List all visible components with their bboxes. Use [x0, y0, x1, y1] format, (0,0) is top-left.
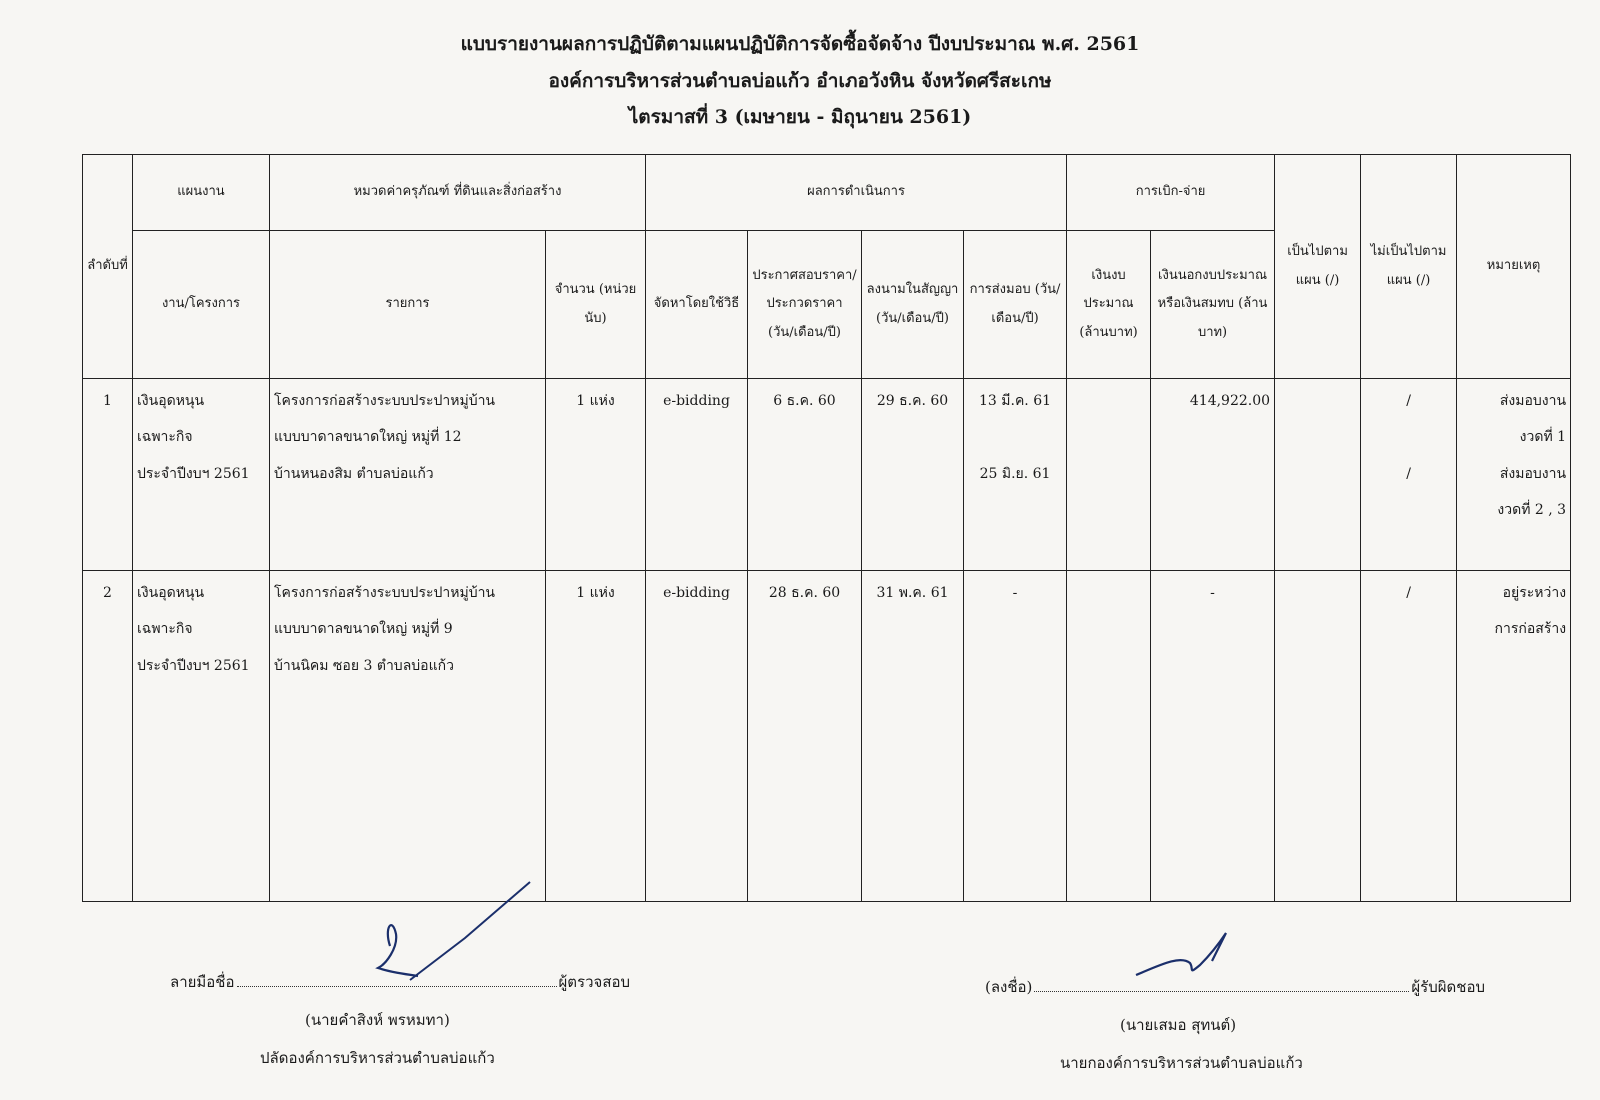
method-cell: e-bidding [646, 571, 748, 902]
announce-date-cell: 28 ธ.ค. 60 [748, 571, 862, 902]
remark-line: ส่งมอบงาน [1499, 465, 1567, 482]
header-on-plan: เป็นไปตามแผน (/) [1275, 155, 1361, 379]
delivery-date-cell: - [964, 571, 1067, 902]
row-number: 1 [83, 379, 133, 571]
quantity-cell: 1 แห่ง [546, 379, 646, 571]
signature-prefix: (ลงชื่อ) [985, 978, 1033, 996]
non-budget-cell: 414,922.00 [1151, 379, 1275, 571]
item-cell [270, 379, 546, 571]
plan-line: เฉพาะกิจ [137, 429, 193, 446]
header-category: หมวดค่าครุภัณฑ์ ที่ดินและสิ่งก่อสร้าง [270, 155, 646, 231]
item-line: บ้านหนองสิม ตำบลบ่อแก้ว [274, 465, 434, 482]
off-plan-mark: / [1406, 465, 1411, 482]
header-contract-date: ลงนามในสัญญา (วัน/เดือน/ปี) [862, 231, 964, 379]
delivery-date: 13 มี.ค. 61 [979, 393, 1052, 409]
remark-cell [1457, 571, 1571, 902]
signature-prefix: ลายมือชื่อ [170, 973, 235, 991]
signature-role: ผู้ตรวจสอบ [558, 973, 630, 991]
signer-position: ปลัดองค์การบริหารส่วนตำบลบ่อแก้ว [260, 1049, 495, 1067]
remark-line: อยู่ระหว่าง [1502, 585, 1567, 601]
table-row [83, 571, 1571, 902]
header-disbursement: การเบิก-จ่าย [1067, 155, 1275, 231]
delivery-date-cell [964, 379, 1067, 571]
report-header [0, 30, 1600, 140]
header-method: จัดหาโดยใช้วิธี [646, 231, 748, 379]
off-plan-mark: / [1406, 393, 1411, 409]
plan-line: เงินอุดหนุน [137, 585, 205, 601]
responsible-signature-block [985, 975, 1485, 1075]
plan-line: เงินอุดหนุน [137, 393, 205, 409]
item-cell [270, 571, 546, 902]
delivery-date: 25 มิ.ย. 61 [979, 465, 1051, 482]
quarter-line: ไตรมาสที่ 3 (เมษายน - มิถุนายน 2561) [628, 106, 972, 128]
organization-line: องค์การบริหารส่วนตำบลบ่อแก้ว อำเภอวังหิน จังหวัดศรีสะเกษ [548, 69, 1052, 92]
header-project: งาน/โครงการ [133, 231, 270, 379]
quantity-cell: 1 แห่ง [546, 571, 646, 902]
item-line: แบบบาดาลขนาดใหญ่ หมู่ที่ 12 [274, 429, 462, 446]
announce-date-cell: 6 ธ.ค. 60 [748, 379, 862, 571]
header-delivery-date: การส่งมอบ (วัน/เดือน/ปี) [964, 231, 1067, 379]
signer-name: (นายคำสิงห์ พรหมทา) [305, 1011, 450, 1029]
header-off-plan: ไม่เป็นไปตามแผน (/) [1361, 155, 1457, 379]
header-non-budget: เงินนอกงบประมาณหรือเงินสมทบ (ล้านบาท) [1151, 231, 1275, 379]
plan-line: ประจำปีงบฯ 2561 [137, 657, 250, 674]
report-title: แบบรายงานผลการปฏิบัติตามแผนปฏิบัติการจัดซื้อจัดจ้าง ปีงบประมาณ พ.ศ. 2561 [460, 33, 1140, 55]
plan-line: ประจำปีงบฯ 2561 [137, 465, 250, 482]
contract-date-cell: 29 ธ.ค. 60 [862, 379, 964, 571]
signer-name: (นายเสมอ สุทนต์) [1120, 1016, 1237, 1034]
header-quantity: จำนวน (หน่วยนับ) [546, 231, 646, 379]
contract-date-cell: 31 พ.ค. 61 [862, 571, 964, 902]
method-cell: e-bidding [646, 379, 748, 571]
procurement-report-table [82, 154, 1571, 902]
off-plan-cell: / [1361, 571, 1457, 902]
header-announce-date: ประกาศสอบราคา/ประกวดราคา (วัน/เดือน/ปี) [748, 231, 862, 379]
budget-cell [1067, 571, 1151, 902]
plan-cell [133, 379, 270, 571]
non-budget-cell: - [1151, 571, 1275, 902]
remark-line: การก่อสร้าง [1494, 621, 1567, 638]
remark-line: ส่งมอบงาน [1499, 393, 1567, 409]
item-line: โครงการก่อสร้างระบบประปาหมู่บ้าน [274, 585, 496, 601]
inspector-signature-block [170, 970, 630, 1070]
header-remark: หมายเหตุ [1457, 155, 1571, 379]
item-line: โครงการก่อสร้างระบบประปาหมู่บ้าน [274, 393, 496, 409]
header-result: ผลการดำเนินการ [646, 155, 1067, 231]
header-plan: แผนงาน [133, 155, 270, 231]
header-budget: เงินงบประมาณ (ล้านบาท) [1067, 231, 1151, 379]
off-plan-cell [1361, 379, 1457, 571]
on-plan-cell [1275, 379, 1361, 571]
signer-position: นายกองค์การบริหารส่วนตำบลบ่อแก้ว [1060, 1054, 1303, 1072]
remark-line: งวดที่ 2 , 3 [1497, 502, 1567, 519]
remark-line: งวดที่ 1 [1519, 429, 1567, 446]
plan-cell [133, 571, 270, 902]
on-plan-cell [1275, 571, 1361, 902]
row-number: 2 [83, 571, 133, 902]
signature-role: ผู้รับผิดชอบ [1411, 978, 1485, 996]
header-item: รายการ [270, 231, 546, 379]
item-line: บ้านนิคม ซอย 3 ตำบลบ่อแก้ว [274, 657, 454, 674]
signature-dotted-line [1034, 976, 1409, 992]
remark-cell [1457, 379, 1571, 571]
budget-cell [1067, 379, 1151, 571]
signature-dotted-line [237, 971, 557, 987]
header-no: ลำดับที่ [83, 155, 133, 379]
plan-line: เฉพาะกิจ [137, 621, 193, 638]
table-row [83, 379, 1571, 571]
item-line: แบบบาดาลขนาดใหญ่ หมู่ที่ 9 [274, 621, 453, 638]
